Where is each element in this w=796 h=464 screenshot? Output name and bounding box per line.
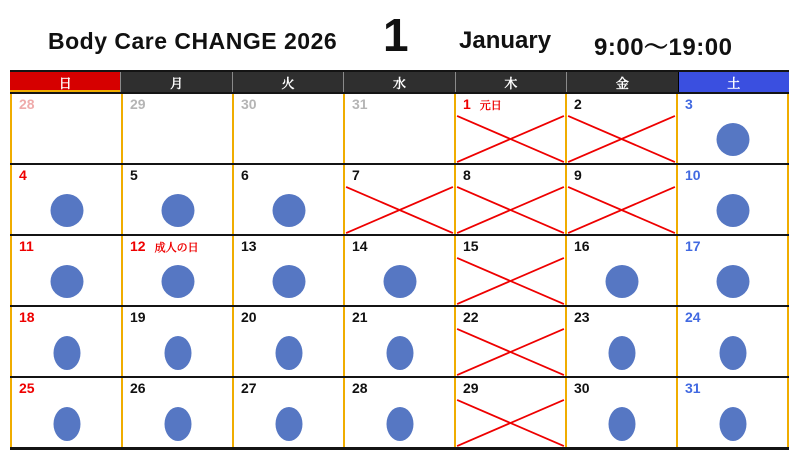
day-cell-12	[121, 236, 232, 305]
open-circle-mark	[53, 336, 80, 370]
day-cell-14	[343, 236, 454, 305]
date-number: 29	[130, 96, 146, 112]
date-line	[456, 378, 565, 396]
open-circle-mark	[608, 407, 635, 441]
day-cell-24	[676, 307, 789, 376]
date-line	[234, 378, 343, 396]
open-circle-mark	[50, 194, 83, 227]
date-line	[234, 165, 343, 183]
date-number: 1	[463, 96, 471, 112]
open-circle-mark	[716, 265, 749, 298]
open-circle-mark	[164, 336, 191, 370]
week-row-3	[10, 234, 789, 305]
date-number: 19	[130, 309, 146, 325]
date-number: 28	[19, 96, 35, 112]
date-line	[123, 94, 232, 112]
date-number: 11	[19, 238, 34, 254]
day-cell-26	[121, 378, 232, 447]
weekday-header-thursday: 木	[455, 72, 566, 92]
date-number: 22	[463, 309, 479, 325]
open-circle-mark	[161, 194, 194, 227]
day-cell-13	[232, 236, 343, 305]
date-line	[234, 236, 343, 254]
day-cell-15	[454, 236, 565, 305]
date-line	[234, 307, 343, 325]
calendar-title: Body Care CHANGE 2026	[48, 28, 338, 54]
date-line	[123, 236, 232, 256]
closed-x-mark	[456, 399, 565, 447]
date-line	[567, 165, 676, 183]
date-line	[567, 94, 676, 112]
open-circle-mark	[53, 407, 80, 441]
open-circle-mark	[719, 336, 746, 370]
date-line	[12, 165, 121, 183]
open-circle-mark	[605, 265, 638, 298]
date-number: 23	[574, 309, 590, 325]
day-cell-10	[676, 165, 789, 234]
date-number: 30	[574, 380, 590, 396]
day-cell-28	[10, 94, 121, 163]
date-line	[345, 94, 454, 112]
closed-x-mark	[567, 115, 676, 163]
date-line	[456, 307, 565, 325]
open-circle-mark	[50, 265, 83, 298]
day-cell-9	[565, 165, 676, 234]
business-hours: 9:00〜19:00	[594, 34, 733, 61]
date-line	[678, 165, 787, 183]
weekday-header-friday: 金	[566, 72, 677, 92]
day-cell-2	[565, 94, 676, 163]
day-cell-18	[10, 307, 121, 376]
date-number: 17	[685, 238, 701, 254]
date-number: 15	[463, 238, 479, 254]
date-number: 13	[241, 238, 257, 254]
closed-x-mark	[456, 257, 565, 305]
closed-x-mark	[456, 115, 565, 163]
month-name: January	[459, 27, 552, 54]
date-line	[123, 165, 232, 183]
date-number: 21	[352, 309, 368, 325]
day-cell-29	[454, 378, 565, 447]
date-number: 26	[130, 380, 146, 396]
weekday-header-tuesday: 火	[232, 72, 343, 92]
week-row-4	[10, 305, 789, 376]
day-cell-3	[676, 94, 789, 163]
day-cell-22	[454, 307, 565, 376]
day-cell-19	[121, 307, 232, 376]
date-line	[345, 236, 454, 254]
date-number: 4	[19, 167, 27, 183]
day-cell-20	[232, 307, 343, 376]
day-cell-11	[10, 236, 121, 305]
day-cell-5	[121, 165, 232, 234]
date-number: 29	[463, 380, 479, 396]
date-line	[567, 307, 676, 325]
weekday-header-row	[10, 70, 789, 92]
title-bar	[0, 0, 796, 70]
date-line	[567, 236, 676, 254]
day-cell-7	[343, 165, 454, 234]
date-line	[678, 307, 787, 325]
date-line	[12, 94, 121, 112]
day-cell-16	[565, 236, 676, 305]
date-line	[567, 378, 676, 396]
open-circle-mark	[164, 407, 191, 441]
week-row-1	[10, 92, 789, 163]
date-line	[12, 236, 121, 254]
day-cell-1	[454, 94, 565, 163]
open-circle-mark	[383, 265, 416, 298]
date-number: 14	[352, 238, 368, 254]
closed-x-mark	[456, 328, 565, 376]
holiday-label: 元日	[479, 100, 502, 112]
date-line	[456, 165, 565, 183]
date-number: 16	[574, 238, 590, 254]
date-number: 18	[19, 309, 35, 325]
week-row-5	[10, 376, 789, 447]
date-line	[678, 236, 787, 254]
day-cell-21	[343, 307, 454, 376]
closed-x-mark	[567, 186, 676, 234]
day-cell-31	[676, 378, 789, 447]
date-number: 31	[352, 96, 368, 112]
date-line	[345, 165, 454, 183]
day-cell-6	[232, 165, 343, 234]
calendar-grid	[10, 70, 789, 450]
date-number: 2	[574, 96, 582, 112]
date-number: 20	[241, 309, 257, 325]
month-number: 1	[383, 9, 409, 61]
week-row-2	[10, 163, 789, 234]
weekday-header-sunday: 日	[10, 72, 120, 92]
date-line	[678, 94, 787, 112]
day-cell-8	[454, 165, 565, 234]
day-cell-25	[10, 378, 121, 447]
date-line	[456, 94, 565, 114]
weekday-header-saturday: 土	[678, 72, 789, 92]
date-number: 28	[352, 380, 368, 396]
open-circle-mark	[272, 265, 305, 298]
open-circle-mark	[386, 407, 413, 441]
date-number: 12	[130, 238, 146, 254]
date-line	[678, 378, 787, 396]
day-cell-31	[343, 94, 454, 163]
date-line	[234, 94, 343, 112]
weekday-header-monday: 月	[120, 72, 231, 92]
date-number: 27	[241, 380, 257, 396]
open-circle-mark	[275, 407, 302, 441]
open-circle-mark	[719, 407, 746, 441]
date-number: 7	[352, 167, 360, 183]
open-circle-mark	[161, 265, 194, 298]
date-line	[456, 236, 565, 254]
holiday-label: 成人の日	[154, 242, 199, 254]
date-number: 6	[241, 167, 249, 183]
date-number: 25	[19, 380, 35, 396]
open-circle-mark	[608, 336, 635, 370]
open-circle-mark	[386, 336, 413, 370]
closed-x-mark	[345, 186, 454, 234]
closed-x-mark	[456, 186, 565, 234]
date-line	[12, 307, 121, 325]
weekday-header-wednesday: 水	[343, 72, 454, 92]
date-number: 3	[685, 96, 693, 112]
date-number: 8	[463, 167, 471, 183]
date-number: 31	[685, 380, 701, 396]
date-number: 9	[574, 167, 582, 183]
day-cell-23	[565, 307, 676, 376]
date-line	[345, 378, 454, 396]
day-cell-17	[676, 236, 789, 305]
date-number: 30	[241, 96, 257, 112]
date-line	[123, 307, 232, 325]
open-circle-mark	[716, 123, 749, 156]
day-cell-30	[565, 378, 676, 447]
date-line	[345, 307, 454, 325]
open-circle-mark	[272, 194, 305, 227]
day-cell-27	[232, 378, 343, 447]
open-circle-mark	[275, 336, 302, 370]
date-line	[123, 378, 232, 396]
date-number: 10	[685, 167, 701, 183]
open-circle-mark	[716, 194, 749, 227]
calendar-weeks	[10, 92, 789, 447]
date-number: 24	[685, 309, 701, 325]
day-cell-29	[121, 94, 232, 163]
day-cell-4	[10, 165, 121, 234]
day-cell-28	[343, 378, 454, 447]
date-line	[12, 378, 121, 396]
date-number: 5	[130, 167, 138, 183]
day-cell-30	[232, 94, 343, 163]
